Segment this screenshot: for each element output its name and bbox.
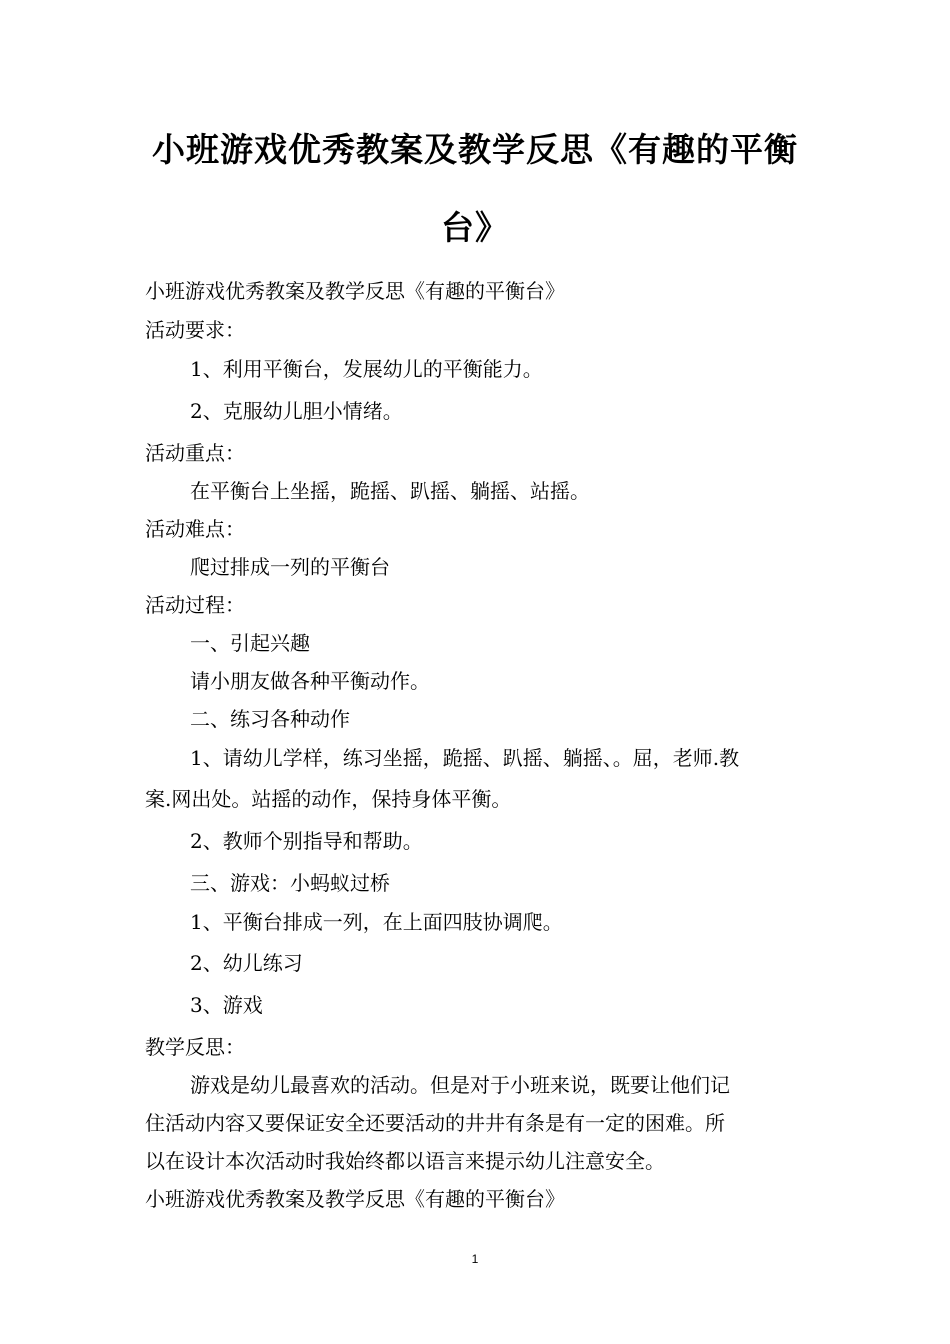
step3-item-1: 1、平衡台排成一列，在上面四肢协调爬。 <box>190 910 563 934</box>
reflection-line-3: 以在设计本次活动时我始终都以语言来提示幼儿注意安全。 <box>145 1149 665 1173</box>
requirement-item-1: 1、利用平衡台，发展幼儿的平衡能力。 <box>190 357 543 381</box>
subtitle: 小班游戏优秀教案及教学反思《有趣的平衡台》 <box>145 279 565 303</box>
reflection-heading: 教学反思： <box>145 1035 245 1059</box>
key-points-text: 在平衡台上坐摇，跪摇、趴摇、躺摇、站摇。 <box>190 479 590 503</box>
page-number: 1 <box>471 1252 479 1266</box>
step2-item2: 2、教师个别指导和帮助。 <box>190 829 423 853</box>
requirement-item-2: 2、克服幼儿胆小情绪。 <box>190 399 403 423</box>
reflection-line-1: 游戏是幼儿最喜欢的活动。但是对于小班来说，既要让他们记 <box>190 1073 730 1097</box>
step2-item1-line1: 1、请幼儿学样，练习坐摇，跪摇、趴摇、躺摇、。屈，老师.教 <box>190 746 740 770</box>
requirements-heading: 活动要求： <box>145 318 245 342</box>
step3-item-2: 2、幼儿练习 <box>190 951 303 975</box>
process-heading: 活动过程： <box>145 593 245 617</box>
step1-text: 请小朋友做各种平衡动作。 <box>190 669 430 693</box>
difficulties-text: 爬过排成一列的平衡台 <box>190 555 390 579</box>
key-points-heading: 活动重点： <box>145 441 245 465</box>
footer-title: 小班游戏优秀教案及教学反思《有趣的平衡台》 <box>145 1187 565 1211</box>
step1-heading: 一、引起兴趣 <box>190 631 310 655</box>
document-title-line-1: 小班游戏优秀教案及教学反思《有趣的平衡 <box>152 130 798 169</box>
document-title-line-2: 台》 <box>441 208 509 247</box>
reflection-line-2: 住活动内容又要保证安全还要活动的井井有条是有一定的困难。所 <box>145 1111 725 1135</box>
step2-item1-line2: 案.网出处。站摇的动作，保持身体平衡。 <box>145 787 512 811</box>
step2-heading: 二、练习各种动作 <box>190 707 350 731</box>
difficulties-heading: 活动难点： <box>145 517 245 541</box>
step3-heading: 三、游戏：小蚂蚁过桥 <box>190 871 390 895</box>
step3-item-3: 3、游戏 <box>190 993 263 1017</box>
